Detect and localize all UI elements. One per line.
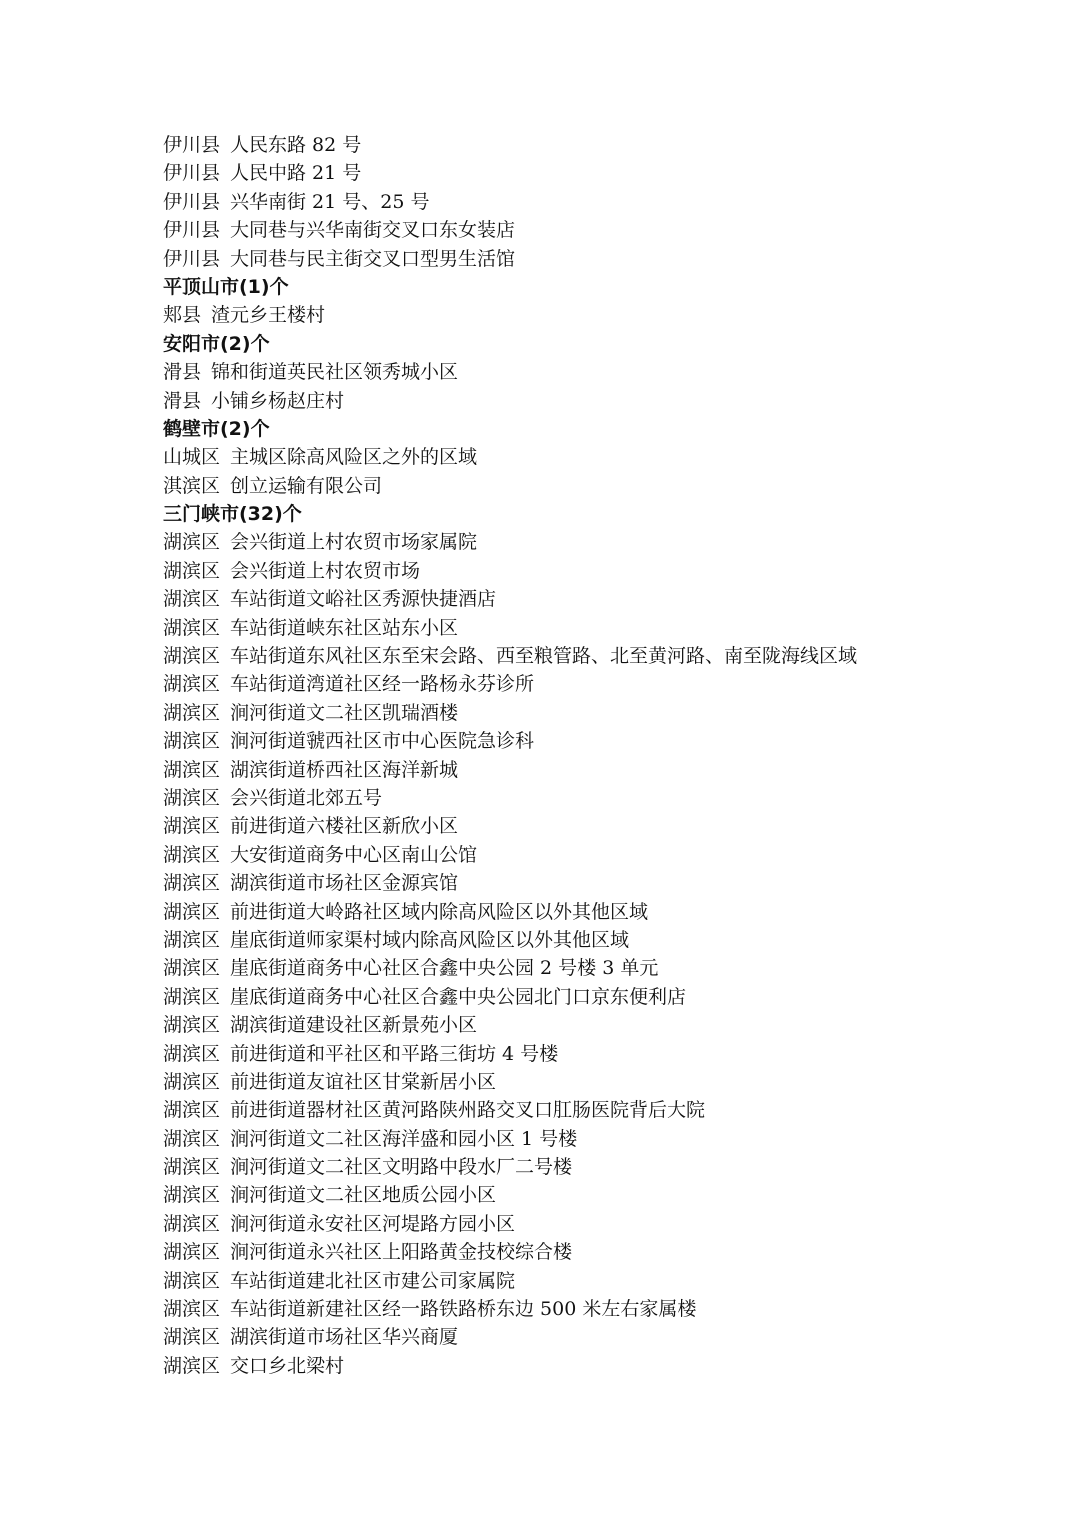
district-label: 湖滨区 bbox=[163, 900, 221, 923]
section-heading: 平顶山市(1)个 bbox=[163, 275, 289, 298]
address-text: 湖滨街道建设社区新景苑小区 bbox=[230, 1014, 478, 1037]
section-heading: 鹤壁市(2)个 bbox=[163, 417, 270, 440]
district-label: 湖滨区 bbox=[163, 1127, 221, 1150]
address-text: 会兴街道上村农贸市场家属院 bbox=[230, 531, 478, 554]
district-label: 湖滨区 bbox=[163, 1212, 221, 1235]
address-text: 崖底街道商务中心社区合鑫中央公园 2 号楼 3 单元 bbox=[230, 957, 659, 980]
list-item bbox=[163, 983, 1043, 1011]
district-label: 湖滨区 bbox=[163, 758, 221, 781]
list-item bbox=[163, 358, 1043, 386]
district-label: 湖滨区 bbox=[163, 1326, 221, 1349]
district-label: 湖滨区 bbox=[163, 815, 221, 838]
section-heading: 三门峡市(32)个 bbox=[163, 503, 302, 526]
list-item bbox=[163, 159, 1043, 187]
district-label: 湖滨区 bbox=[163, 673, 221, 696]
list-item bbox=[163, 472, 1043, 500]
district-label: 滑县 bbox=[163, 389, 202, 412]
address-text: 主城区除高风险区之外的区域 bbox=[230, 446, 478, 469]
list-item bbox=[163, 898, 1043, 926]
address-text: 湖滨街道市场社区华兴商厦 bbox=[230, 1326, 459, 1349]
district-label: 湖滨区 bbox=[163, 1014, 221, 1037]
district-label: 伊川县 bbox=[163, 162, 221, 185]
address-text: 人民中路 21 号 bbox=[230, 162, 362, 185]
address-text: 前进街道和平社区和平路三街坊 4 号楼 bbox=[230, 1042, 559, 1065]
district-label: 郏县 bbox=[163, 304, 202, 327]
list-item bbox=[163, 528, 1043, 556]
list-item bbox=[163, 1125, 1043, 1153]
district-label: 湖滨区 bbox=[163, 1099, 221, 1122]
list-item bbox=[163, 1352, 1043, 1380]
address-text: 车站街道建北社区市建公司家属院 bbox=[230, 1269, 516, 1292]
list-item bbox=[163, 131, 1043, 159]
list-item bbox=[163, 188, 1043, 216]
district-label: 湖滨区 bbox=[163, 559, 221, 582]
list-item bbox=[163, 1267, 1043, 1295]
list-item bbox=[163, 926, 1043, 954]
district-label: 湖滨区 bbox=[163, 588, 221, 611]
address-text: 人民东路 82 号 bbox=[230, 134, 362, 156]
address-text: 前进街道大岭路社区域内除高风险区以外其他区域 bbox=[230, 900, 649, 923]
list-item bbox=[163, 1040, 1043, 1068]
address-text: 涧河街道虢西社区市中心医院急诊科 bbox=[230, 730, 535, 753]
list-item bbox=[163, 585, 1043, 613]
address-text: 涧河街道永兴社区上阳路黄金技校综合楼 bbox=[230, 1241, 573, 1264]
list-item bbox=[163, 614, 1043, 642]
district-label: 伊川县 bbox=[163, 134, 221, 156]
address-text: 会兴街道北郊五号 bbox=[230, 786, 383, 809]
address-text: 前进街道友谊社区甘棠新居小区 bbox=[230, 1070, 497, 1093]
list-item bbox=[163, 1153, 1043, 1181]
address-text: 涧河街道文二社区海洋盛和园小区 1 号楼 bbox=[230, 1127, 578, 1150]
address-text: 车站街道东风社区东至宋会路、西至粮管路、北至黄河路、南至陇海线区域 bbox=[230, 645, 858, 668]
list-item bbox=[163, 670, 1043, 698]
district-label: 湖滨区 bbox=[163, 1042, 221, 1065]
district-label: 湖滨区 bbox=[163, 616, 221, 639]
district-label: 伊川县 bbox=[163, 247, 221, 270]
district-label: 湖滨区 bbox=[163, 1269, 221, 1292]
district-label: 滑县 bbox=[163, 361, 202, 384]
address-text: 涧河街道文二社区地质公园小区 bbox=[230, 1184, 497, 1207]
district-label: 湖滨区 bbox=[163, 786, 221, 809]
address-text: 车站街道新建社区经一路铁路桥东边 500 米左右家属楼 bbox=[230, 1298, 697, 1321]
address-text: 涧河街道永安社区河堤路方园小区 bbox=[230, 1212, 516, 1235]
district-label: 伊川县 bbox=[163, 190, 221, 213]
address-text: 前进街道器材社区黄河路陕州路交叉口肛肠医院背后大院 bbox=[230, 1099, 706, 1122]
district-label: 湖滨区 bbox=[163, 928, 221, 951]
list-item bbox=[163, 841, 1043, 869]
address-text: 涧河街道文二社区凯瑞酒楼 bbox=[230, 701, 459, 724]
document-body bbox=[163, 131, 1043, 1380]
list-item bbox=[163, 245, 1043, 273]
district-label: 湖滨区 bbox=[163, 701, 221, 724]
district-label: 湖滨区 bbox=[163, 730, 221, 753]
district-label: 湖滨区 bbox=[163, 1298, 221, 1321]
district-label: 湖滨区 bbox=[163, 985, 221, 1008]
list-item bbox=[163, 642, 1043, 670]
list-item bbox=[163, 1238, 1043, 1266]
address-text: 大同巷与兴华南街交叉口东女装店 bbox=[230, 219, 516, 242]
district-label: 伊川县 bbox=[163, 219, 221, 242]
list-item bbox=[163, 443, 1043, 471]
address-text: 崖底街道师家渠村域内除高风险区以外其他区域 bbox=[230, 928, 630, 951]
list-item bbox=[163, 1181, 1043, 1209]
address-text: 车站街道峡东社区站东小区 bbox=[230, 616, 459, 639]
list-item bbox=[163, 1210, 1043, 1238]
address-text: 小铺乡杨赵庄村 bbox=[211, 389, 345, 412]
district-label: 湖滨区 bbox=[163, 843, 221, 866]
district-label: 湖滨区 bbox=[163, 1354, 221, 1377]
address-text: 前进街道六楼社区新欣小区 bbox=[230, 815, 459, 838]
address-text: 会兴街道上村农贸市场 bbox=[230, 559, 421, 582]
address-text: 车站街道湾道社区经一路杨永芬诊所 bbox=[230, 673, 535, 696]
address-text: 涧河街道文二社区文明路中段水厂二号楼 bbox=[230, 1156, 573, 1179]
address-text: 湖滨街道桥西社区海洋新城 bbox=[230, 758, 459, 781]
district-label: 湖滨区 bbox=[163, 872, 221, 895]
district-label: 湖滨区 bbox=[163, 1184, 221, 1207]
address-text: 车站街道文峪社区秀源快捷酒店 bbox=[230, 588, 497, 611]
list-item bbox=[163, 1295, 1043, 1323]
list-item bbox=[163, 387, 1043, 415]
list-item bbox=[163, 216, 1043, 244]
section-heading: 安阳市(2)个 bbox=[163, 332, 270, 355]
list-item bbox=[163, 1323, 1043, 1351]
list-item bbox=[163, 1096, 1043, 1124]
list-item bbox=[163, 557, 1043, 585]
address-text: 锦和街道英民社区领秀城小区 bbox=[211, 361, 459, 384]
address-text: 创立运输有限公司 bbox=[230, 474, 383, 497]
list-item bbox=[163, 812, 1043, 840]
district-label: 湖滨区 bbox=[163, 1156, 221, 1179]
address-text: 大同巷与民主街交叉口型男生活馆 bbox=[230, 247, 516, 270]
district-label: 湖滨区 bbox=[163, 957, 221, 980]
district-label: 湖滨区 bbox=[163, 1070, 221, 1093]
address-text: 大安街道商务中心区南山公馆 bbox=[230, 843, 478, 866]
address-text: 交口乡北梁村 bbox=[230, 1354, 345, 1377]
list-item bbox=[163, 954, 1043, 982]
district-label: 湖滨区 bbox=[163, 531, 221, 554]
list-item bbox=[163, 784, 1043, 812]
address-text: 渣元乡王楼村 bbox=[211, 304, 326, 327]
address-text: 兴华南街 21 号、25 号 bbox=[230, 190, 430, 213]
list-item bbox=[163, 699, 1043, 727]
address-text: 湖滨街道市场社区金源宾馆 bbox=[230, 872, 459, 895]
list-item bbox=[163, 756, 1043, 784]
list-item bbox=[163, 301, 1043, 329]
district-label: 湖滨区 bbox=[163, 645, 221, 668]
list-item bbox=[163, 1068, 1043, 1096]
list-item bbox=[163, 1011, 1043, 1039]
list-item bbox=[163, 727, 1043, 755]
list-item bbox=[163, 869, 1043, 897]
district-label: 淇滨区 bbox=[163, 474, 221, 497]
district-label: 湖滨区 bbox=[163, 1241, 221, 1264]
address-text: 崖底街道商务中心社区合鑫中央公园北门口京东便利店 bbox=[230, 985, 687, 1008]
district-label: 山城区 bbox=[163, 446, 221, 469]
